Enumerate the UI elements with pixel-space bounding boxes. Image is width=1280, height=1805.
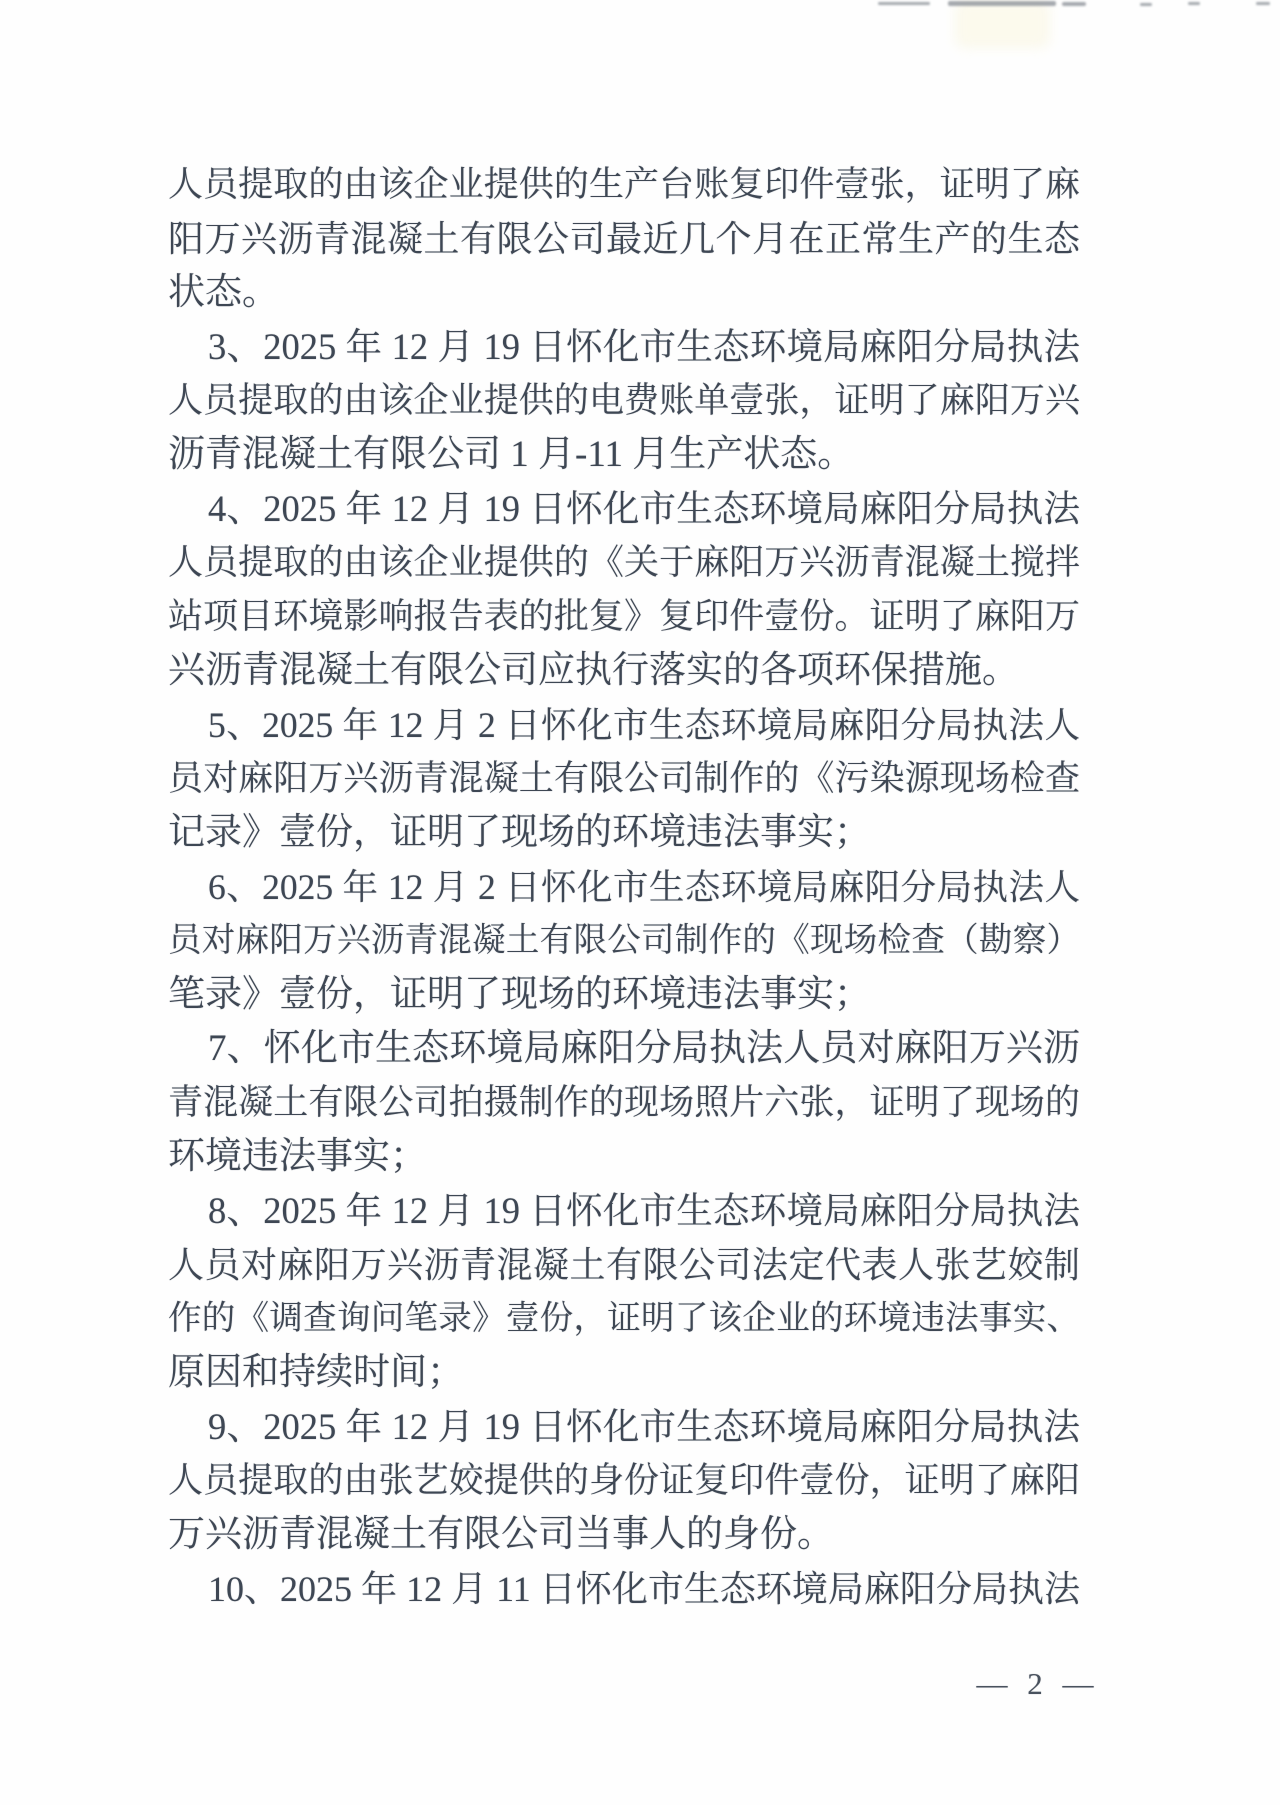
text-line: 10、2025 年 12 月 11 日怀化市生态环境局麻阳分局执法: [208, 1569, 1080, 1609]
text-line: 员对麻阳万兴沥青混凝土有限公司制作的《现场检查（勘察）: [168, 922, 1080, 959]
text-line: 兴沥青混凝土有限公司应执行落实的各项环保措施。: [168, 650, 1019, 691]
scan-mark: [1062, 2, 1086, 6]
text-line: 原因和持续时间；: [168, 1352, 464, 1393]
text-line: 人员提取的由该企业提供的生产台账复印件壹张，证明了麻: [168, 165, 1080, 204]
page-number: — 2 —: [976, 1666, 1100, 1701]
text-line: 员对麻阳万兴沥青混凝土有限公司制作的《污染源现场检查: [168, 759, 1080, 798]
text-line: 人员提取的由张艺姣提供的身份证复印件壹份，证明了麻阳: [168, 1461, 1080, 1500]
text-line: 人员对麻阳万兴沥青混凝土有限公司法定代表人张艺姣制: [168, 1245, 1080, 1285]
document-text-block: [168, 158, 1080, 1616]
text-line: 3、2025 年 12 月 19 日怀化市生态环境局麻阳分局执法: [208, 326, 1080, 367]
text-line: 万兴沥青混凝土有限公司当事人的身份。: [168, 1514, 834, 1555]
scan-mark: [948, 1, 1056, 6]
text-line: 阳万兴沥青混凝土有限公司最近几个月在正常生产的生态: [168, 219, 1080, 259]
scan-mark: [1188, 2, 1200, 5]
text-line: 站项目环境影响报告表的批复》复印件壹份。证明了麻阳万: [168, 597, 1080, 636]
text-line: 人员提取的由该企业提供的电费账单壹张，证明了麻阳万兴: [168, 381, 1080, 420]
scan-paper-tint: [955, 0, 1050, 48]
text-line: 人员提取的由该企业提供的《关于麻阳万兴沥青混凝土搅拌: [168, 543, 1080, 582]
text-line: 9、2025 年 12 月 19 日怀化市生态环境局麻阳分局执法: [208, 1406, 1080, 1447]
text-line: 7、怀化市生态环境局麻阳分局执法人员对麻阳万兴沥: [208, 1028, 1080, 1069]
text-line: 青混凝土有限公司拍摄制作的现场照片六张，证明了现场的: [168, 1083, 1080, 1122]
text-line: 4、2025 年 12 月 19 日怀化市生态环境局麻阳分局执法: [208, 488, 1080, 529]
text-line: 5、2025 年 12 月 2 日怀化市生态环境局麻阳分局执法人: [208, 705, 1080, 745]
text-line: 状态。: [168, 272, 279, 313]
scan-mark: [878, 2, 930, 5]
text-line: 作的《调查询问笔录》壹份，证明了该企业的环境违法事实、: [168, 1300, 1080, 1337]
text-line: 记录》壹份，证明了现场的环境违法事实；: [168, 812, 871, 853]
scan-mark: [1256, 2, 1270, 5]
text-line: 8、2025 年 12 月 19 日怀化市生态环境局麻阳分局执法: [208, 1190, 1080, 1231]
text-line: 6、2025 年 12 月 2 日怀化市生态环境局麻阳分局执法人: [208, 867, 1080, 907]
text-line: 环境违法事实；: [168, 1136, 427, 1177]
text-line: 笔录》壹份，证明了现场的环境违法事实；: [168, 974, 871, 1015]
text-line: 沥青混凝土有限公司 1 月-11 月生产状态。: [168, 434, 855, 475]
scan-mark: [1140, 3, 1152, 6]
